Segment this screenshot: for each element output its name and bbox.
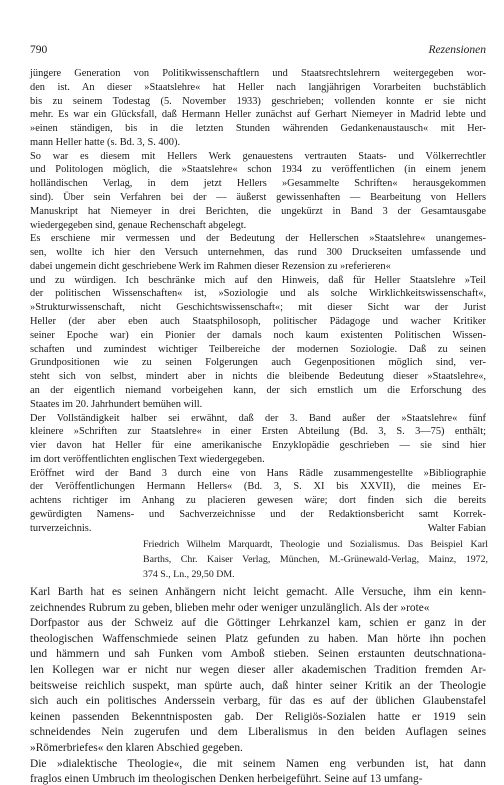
text-line: »Strukturwissenschaft, nicht Geschichtswissenschaft«; mit dieser Sicht war der Jurist <box>30 302 486 314</box>
text-line: achtens richtiger im Anhang zu placieren gewesen wäre; dort finden sich die bereits <box>30 495 486 507</box>
text-line: Barths, Chr. Kaiser Verlag, München, M.-Grünewald-Verlag, Mainz, 1972, <box>143 554 488 565</box>
text-line: bis zu seinem Todestag (5. November 1933) geschrieben; vollenden konnte er sie nicht <box>30 95 486 107</box>
text-line: sen, wollte ich hier den Versuch unternehmen, das rund 300 Druckseiten umfassende und <box>30 247 486 259</box>
text-line: beitsweise reichlich suspekt, man spürte auch, daß hinter seiner Kritik an der Theologie <box>30 679 486 692</box>
text-line: Der Vollständigkeit halber sei erwähnt, daß der 3. Band außer der »Staatslehre« fünf <box>30 412 486 424</box>
text-line: sich auch ein politisches Anderssein verbarg, für das es auf der üblichen Glaubenstafel <box>30 695 486 708</box>
text-line: der politischen Wissenschaften« ist, »Soziologie und als solche Wirklichkeitswissenschaft«, <box>30 288 486 300</box>
text-line: holländischen Verlag, in dem jetzt Hellers »Gesammelte Schriften« herausgekommen <box>30 178 486 190</box>
text-line: So war es diesem mit Hellers Werk genauestens vertrauten Staats- und Völkerrechtler <box>30 150 486 162</box>
text-line: schneidendes Nein zugerufen und dem Liberalismus in den beiden Auflagen seines <box>30 726 486 739</box>
text-line: an der eigentlich niemand vorbeigehen kann, der sich ernstlich um die Erforschung des <box>30 384 486 396</box>
text-line: und zu würdigen. Ich beschränke mich auf den Hinweis, daß für Heller Staatslehre »Teil <box>30 274 486 286</box>
text-line: 374 S., Ln., 29,50 DM. <box>143 569 235 580</box>
text-line: den ist. An dieser »Staatslehre« hat Heller nach langjährigen Vorarbeiten buchstäblich <box>30 81 486 93</box>
text-line: fraglos einen Umbruch im theologischen Denken herbeigeführt. Seine auf 13 umfang- <box>30 773 423 785</box>
text-line: Dorfpastor aus der Schweiz auf die Göttinger Lehrkanzel kam, schien er ganz in der <box>30 617 486 630</box>
text-line: turverzeichnis. <box>30 522 92 534</box>
text-line: schaften und zumindest wichtiger Teilbereiche der modernen Soziologie. Daß zu seinen <box>30 343 486 355</box>
text-line: len Kollegen war er nicht nur wegen dieser aller akademischen Tradition fremden Ar- <box>30 664 486 676</box>
page-header <box>30 44 486 60</box>
text-line: Heller (der aber eben auch Staatsphilosoph, politischer Pädagoge und wacher Kritiker <box>30 316 486 328</box>
text-line: keinen passenden Bekenntnisposten gab. Der Religiös-Sozialen hatte er 1919 sein <box>30 710 486 723</box>
text-line: wiedergegeben sind, genaue Rechenschaft abgelegt. <box>30 219 247 231</box>
text-line: jüngere Generation von Politikwissenschaftlern und Staatsrechtslehrern weitergegeben wor- <box>30 68 486 79</box>
text-line: gewürdigten Namens- und Sachverzeichnisse und der Redaktionsbericht samt Korrek- <box>30 508 486 520</box>
text-line: theologischen Waffenschmiede seinen Platz gefunden zu haben. Man hörte ihn pochen <box>30 632 486 645</box>
text-line: Grundpositionen wie zu seinen Folgerungen auch Gegenpositionen möglich sind, ver- <box>30 357 486 369</box>
running-head: Rezensionen <box>428 44 486 56</box>
text-line: steht sich von selbst, mindert aber in nichts die bleibende Bedeutung dieser »Staatslehre«, <box>30 371 486 383</box>
text-line: mehr. Es war ein Glücksfall, daß Hermann Heller zunächst auf Gerhart Niemeyer in Madrid lebte und <box>30 109 486 121</box>
text-line: Karl Barth hat es seinen Anhängern nicht leicht gemacht. Alle Versuche, ihm ein kenn- <box>30 586 486 598</box>
text-line: kleinere »Schriften zur Staatslehre« in einer Ersten Abteilung (Bd. 3, S. 3—75) enthält; <box>30 426 486 438</box>
text-line: Staates im 20. Jahrhundert bemühen will. <box>30 398 203 410</box>
text-line: seiner Epoche war) ein Pionier der damals noch kaum existenten Politischen Wissen- <box>30 329 486 341</box>
text-line: »einen ständigen, bis in die letzten Stunden währenden Gedankenaustausch« mit Her- <box>30 123 486 135</box>
text-line: Friedrich Wilhelm Marquardt, Theologie und Sozialismus. Das Beispiel Karl <box>143 539 488 550</box>
text-line: Es erschiene mir vermessen und der Bedeutung der Hellerschen »Staatslehre« unangemes- <box>30 233 486 245</box>
author-name: Walter Fabian <box>427 522 486 534</box>
text-line: zeichnendes Rubrum zu geben, blieben mehr oder weniger unzulänglich. Als der »rote« <box>30 601 430 614</box>
page-number: 790 <box>30 44 48 56</box>
text-line: dabei ungemein dicht geschriebene Werk im Rahmen dieser Rezension zu »referieren« <box>30 260 391 272</box>
text-line: sind). Über sein Verfahren bei der — äußerst gewissenhaften — Bearbeitung von Hellers <box>30 192 486 204</box>
text-line: im dort veröffentlichten englischen Text wiedergegeben. <box>30 453 265 465</box>
text-line: und hämmern und sah Funken vom Amboß stieben. Seinen erstaunten deutschnationa- <box>30 648 486 661</box>
text-line: mann Heller hatte (s. Bd. 3, S. 400). <box>30 136 181 148</box>
text-line: »Römerbriefes« den klaren Abschied gegeben. <box>30 742 243 754</box>
text-line: und Politologen möglich, die »Staatslehre« schon 1934 zu veröffentlichen (in einem jenem <box>30 164 486 176</box>
text-line: Die »dialektische Theologie«, die mit seinem Namen eng verbunden ist, hat dann <box>30 757 486 770</box>
text-line: vier davon hat Heller für eine amerikanische Enzyklopädie geschrieben — sie sind hier <box>30 440 486 452</box>
text-line: der Veröffentlichungen Hermann Hellers« (Bd. 3, S. XI bis XXVII), die meines Er- <box>30 481 486 493</box>
text-line: Eröffnet wird der Band 3 durch eine von Hans Rädle zusammengestellte »Bibliographie <box>30 467 486 479</box>
text-line: Manuskript hat Niemeyer in drei Berichten, die ungekürzt in Band 3 der Gesamtausgabe <box>30 205 486 217</box>
